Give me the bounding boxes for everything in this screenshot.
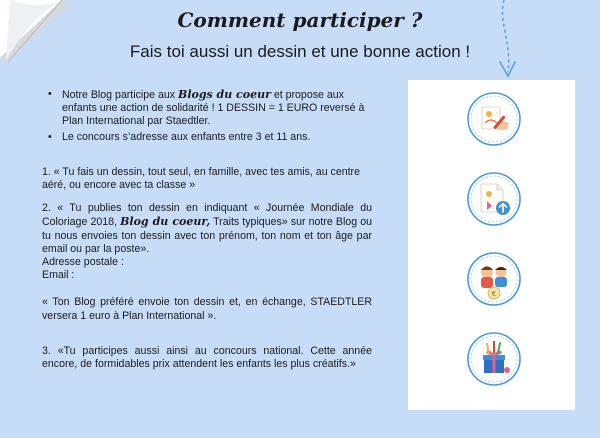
bullet-dot: • bbox=[48, 88, 52, 100]
email-label: Email : bbox=[42, 269, 75, 282]
drawing-hand-icon bbox=[465, 90, 523, 148]
step-3: 3. «Tu participes aussi ainsi au concours national. Cette année encore, de formidables prix attendent les enfants les plus créatifs.» bbox=[42, 344, 372, 371]
step-2 bbox=[42, 202, 372, 256]
step-1: 1. « Tu fais un dessin, tout seul, en famille, avec tes amis, au centre aéré, ou encore avec ta classe » bbox=[42, 165, 360, 192]
step-2-pre: 2. « Tu publies ton dessin en indiquant « Journée Mondiale du Coloriage 2018, bbox=[42, 202, 372, 229]
postal-address-label: Adresse postale : bbox=[42, 256, 124, 269]
reward-text: « Ton Blog préféré envoie ton dessin et, en échange, STAEDTLER versera 1 euro à Plan International ». bbox=[42, 296, 372, 322]
page-subtitle: Fais toi aussi un dessin et une bonne action ! bbox=[129, 42, 471, 61]
step-2-post: Traits typiques» sur notre Blog ou tu nous envoies ton dessin avec ton prénom, ton nom et ton âge par email ou par la poste». bbox=[42, 216, 372, 255]
instructions-text bbox=[42, 88, 372, 371]
page-title: Comment participer ? bbox=[177, 8, 423, 32]
blog-du-coeur-brand: Blog du coeur, bbox=[120, 215, 211, 229]
bullet-blog bbox=[42, 88, 372, 129]
bullet-dot: • bbox=[48, 130, 52, 143]
curved-arrow-icon bbox=[482, 0, 532, 82]
blogs-du-coeur-brand: Blogs du coeur bbox=[178, 88, 271, 101]
kids-euro-icon bbox=[465, 250, 523, 308]
bullet-blog-post: et propose aux enfants une action de solidarité ! 1 DESSIN = 1 EURO reversé à Plan International par Staedtler. bbox=[62, 89, 365, 128]
gift-prize-icon bbox=[465, 330, 523, 388]
bullet-age-text: Le concours s’adresse aux enfants entre 3 et 11 ans. bbox=[62, 130, 311, 143]
bullet-blog-pre: Notre Blog participe aux bbox=[62, 89, 179, 101]
bullet-age bbox=[42, 131, 372, 144]
svg-text:€: € bbox=[491, 290, 497, 298]
icons-panel bbox=[408, 80, 575, 410]
upload-drawing-icon bbox=[465, 170, 523, 228]
